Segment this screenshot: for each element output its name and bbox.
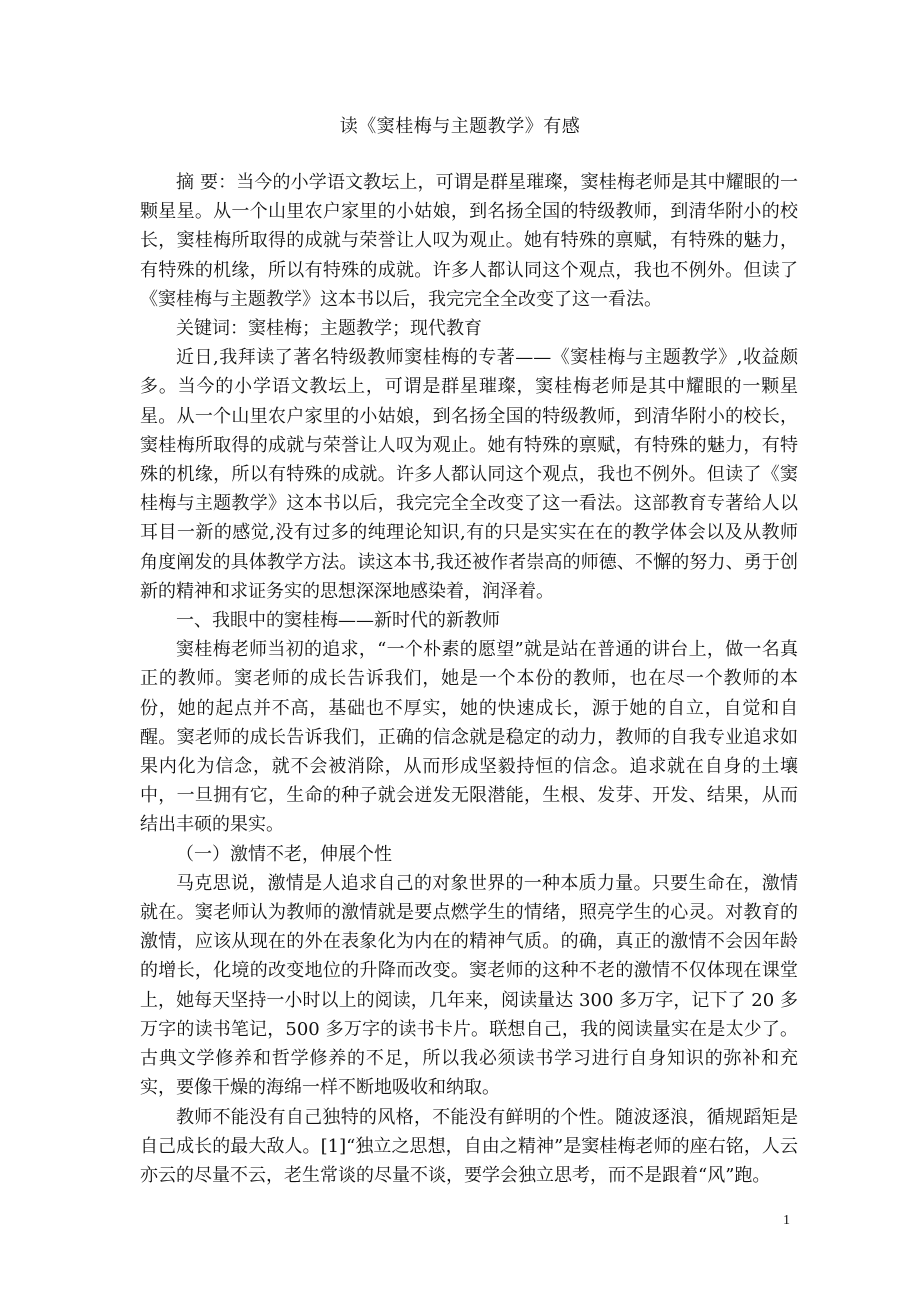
section-paragraph: 窦桂梅老师当初的追求，“一个朴素的愿望”就是站在普通的讲台上，做一名真正的教师。窦老师的成长告诉我们，她是一个本份的教师，也在尽一个教师的本份，她的起点并不高，基础也不厚实，她的快速成长，源于她的自立，自觉和自醒。窦老师的成长告诉我们，正确的信念就是稳定的动力，教师的自我专业追求如果内化为信念，就不会被消除，从而形成坚毅持恒的信念。追求就在自身的土壤中，一旦拥有它，生命的种子就会迸发无限潜能，生根、发芽、开发、结果，从而结出丰硕的果实。 <box>140 639 798 836</box>
page-number: 1 <box>783 1213 790 1228</box>
document-title: 读《窦桂梅与主题教学》有感 <box>339 116 581 137</box>
intro-paragraph: 近日,我拜读了著名特级教师窦桂梅的专著——《窦桂梅与主题教学》,收益颇多。当今的小学语文教坛上，可谓是群星璀璨，窦桂梅老师是其中耀眼的一颗星星。从一个山里农户家里的小姑娘，到名扬全国的特级教师，到清华附小的校长，窦桂梅所取得的成就与荣誉让人叹为观止。她有特殊的禀赋，有特殊的魅力，有特殊的机缘，所以有特殊的成就。许多人都认同这个观点，我也不例外。但读了《窦桂梅与主题教学》这本书以后，我完完全全改变了这一看法。这部教育专著给人以耳目一新的感觉,没有过多的纯理论知识,有的只是实实在在的教学体会以及从教师角度阐发的具体教学方法。读这本书,我还被作者崇高的师德、不懈的努力、勇于创新的精神和求证务实的思想深深地感染着，润泽着。 <box>140 347 798 602</box>
abstract-paragraph: 摘 要：当今的小学语文教坛上，可谓是群星璀璨，窦桂梅老师是其中耀眼的一颗星星。从一个山里农户家里的小姑娘，到名扬全国的特级教师，到清华附小的校长，窦桂梅所取得的成就与荣誉让人叹为观止。她有特殊的禀赋，有特殊的魅力，有特殊的机缘，所以有特殊的成就。许多人都认同这个观点，我也不例外。但读了《窦桂梅与主题教学》这本书以后，我完完全全改变了这一看法。 <box>140 172 798 310</box>
subsection-paragraph-1: 马克思说，激情是人追求自己的对象世界的一种本质力量。只要生命在，激情就在。窦老师认为教师的激情就是要点燃学生的情绪，照亮学生的心灵。对教育的激情，应该从现在的外在表象化为内在的精神气质。的确，真正的激情不会因年龄的增长，化境的改变地位的升降而改变。窦老师的这种不老的激情不仅体现在课堂上，她每天坚持一小时以上的阅读，几年来，阅读量达 300 多万字，记下了 20 多万字的读书笔记，500 多万字的读书卡片。联想自己，我的阅读量实在是太少了。古典文学修养和哲学修养的不足，所以我必须读书学习进行自身知识的弥补和充实，要像干燥的海绵一样不断地吸收和纳取。 <box>140 872 798 1099</box>
subsection-paragraph-2: 教师不能没有自己独特的风格，不能没有鲜明的个性。随波逐浪，循规蹈矩是自己成长的最大敌人。[1]“独立之思想，自由之精神”是窦桂梅老师的座右铭，人云亦云的尽量不云，老生常谈的尽量不谈，要学会独立思考，而不是跟着“风”跑。 <box>140 1106 798 1186</box>
keywords-line: 关键词：窦桂梅；主题教学；现代教育 <box>176 318 482 340</box>
section-heading: 一、我眼中的窦桂梅——新时代的新教师 <box>176 610 500 632</box>
document-body <box>140 168 798 1190</box>
subsection-heading: （一）激情不老，伸展个性 <box>176 843 392 865</box>
